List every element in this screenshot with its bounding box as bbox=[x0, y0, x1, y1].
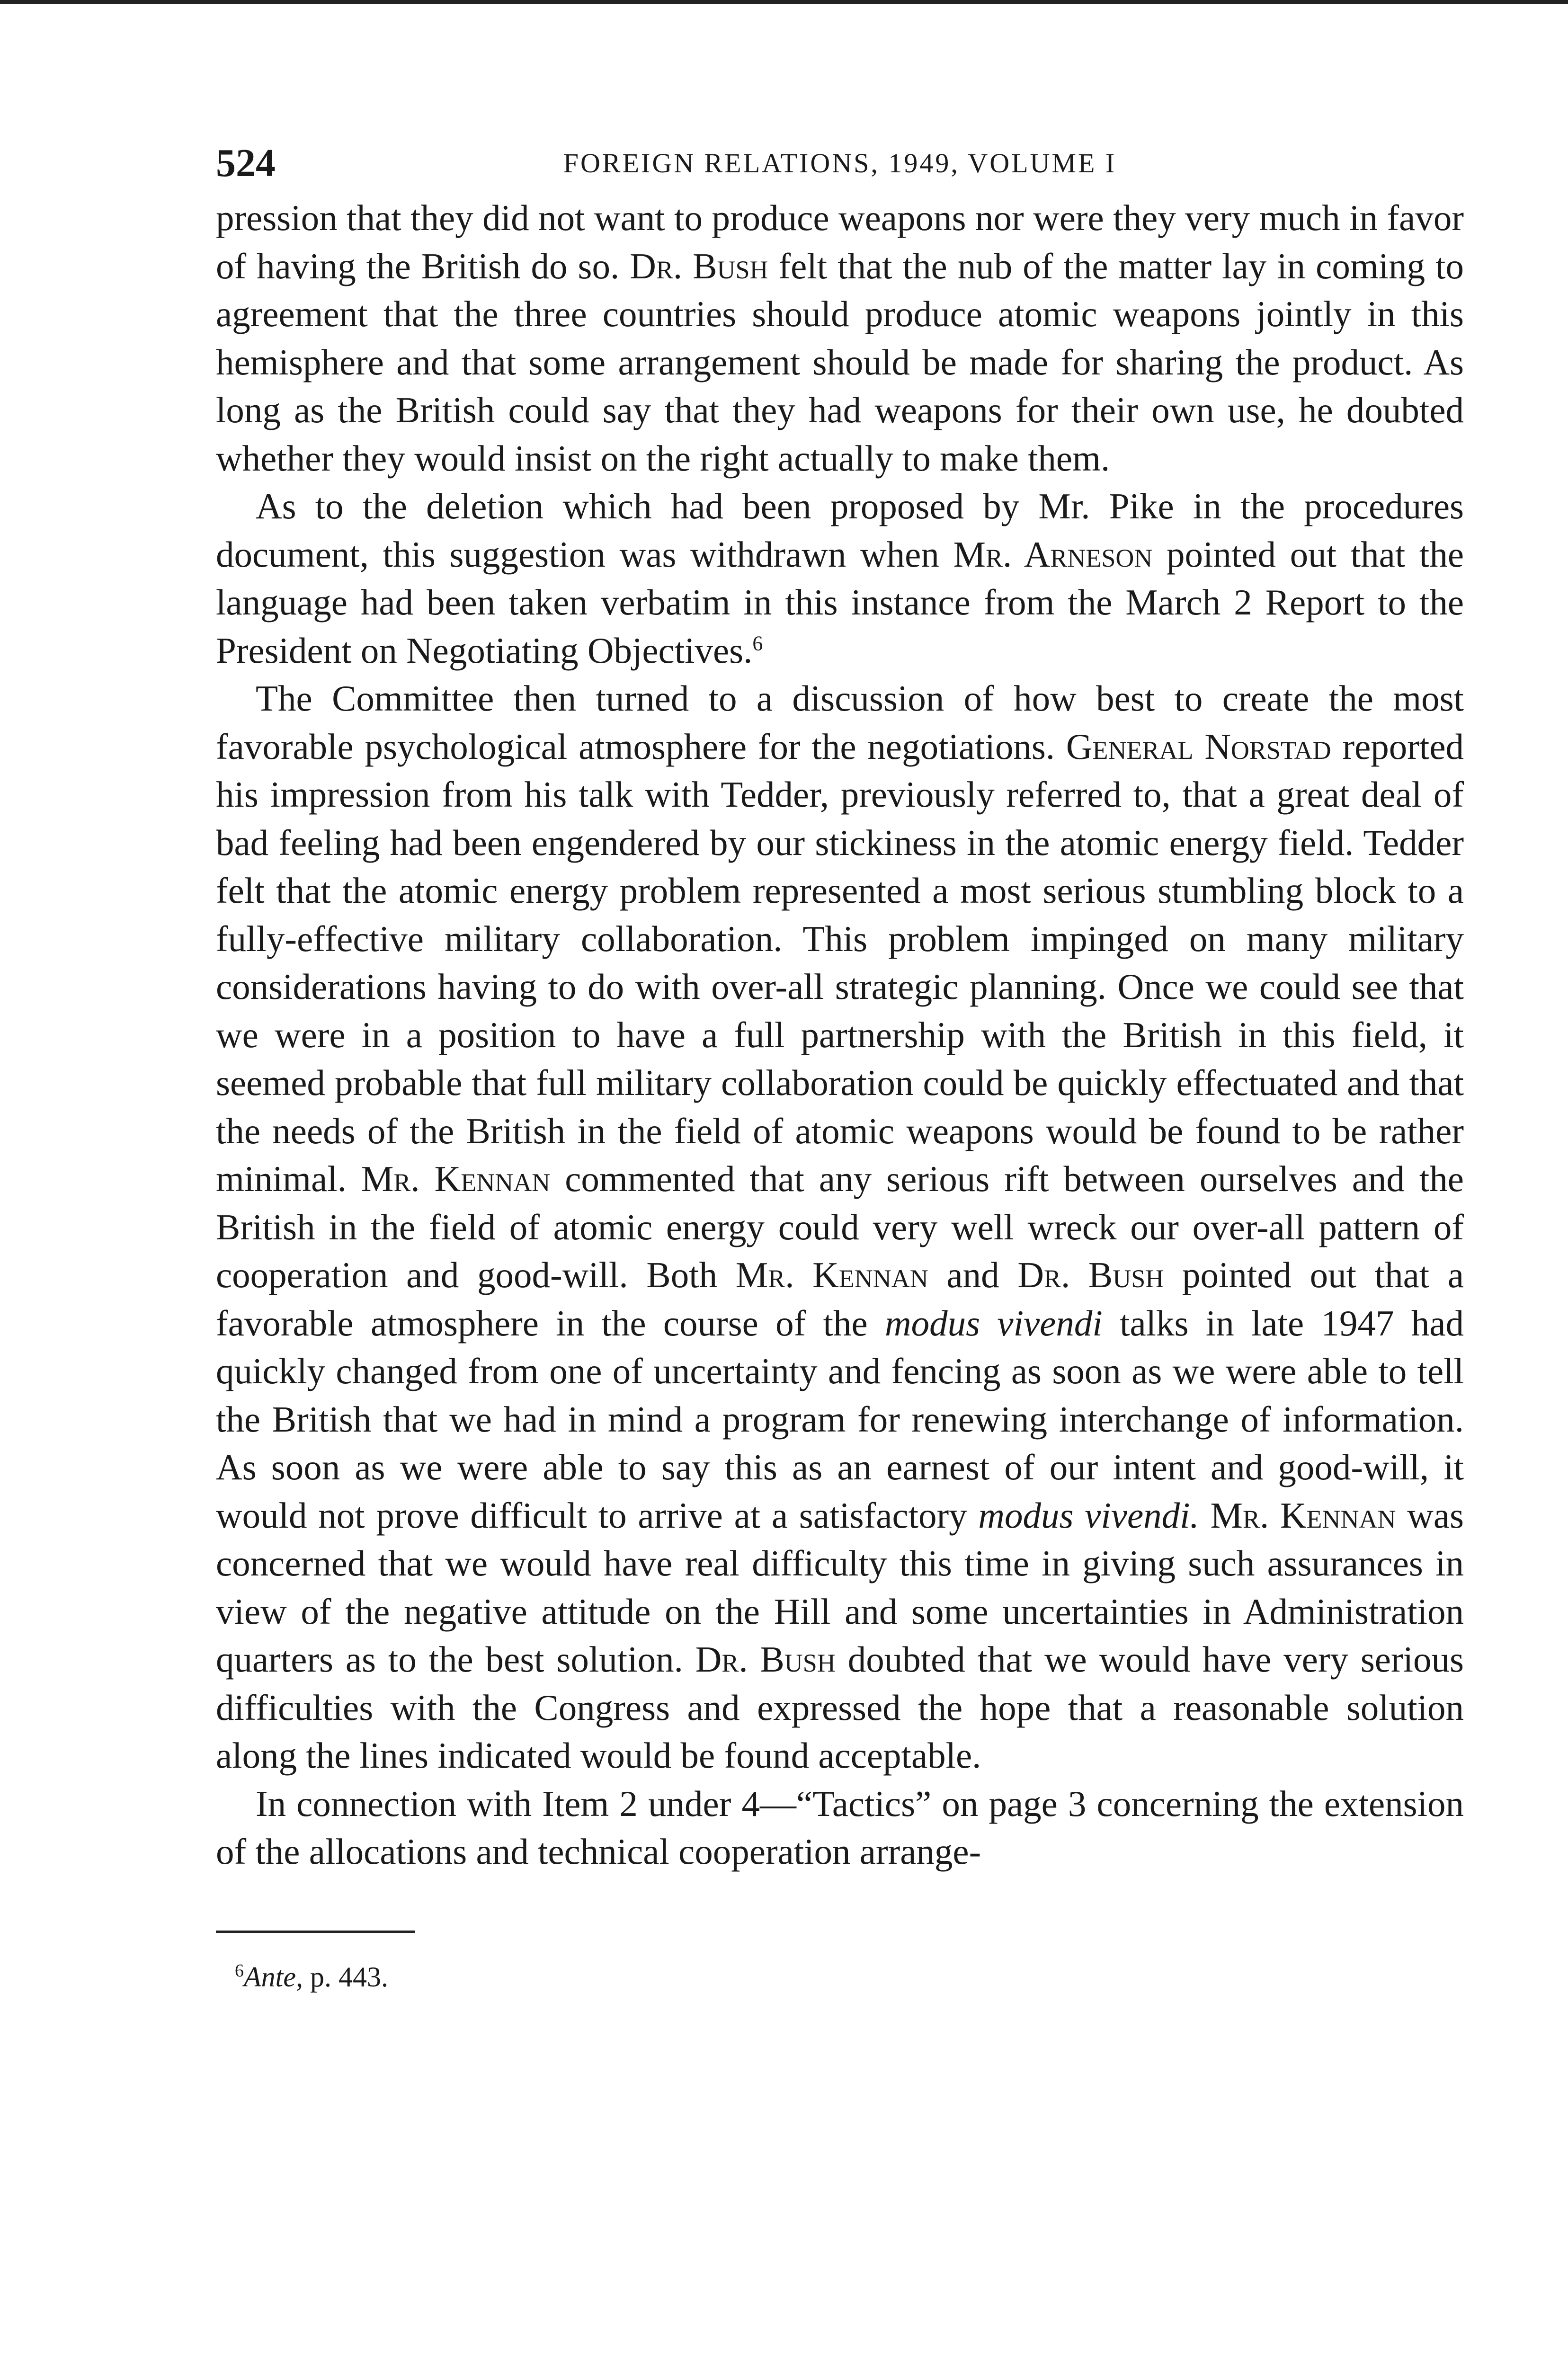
italic-term: modus vivendi bbox=[885, 1302, 1103, 1344]
paragraph-3 bbox=[216, 675, 1464, 1780]
footnote-reference-text: p. 443. bbox=[303, 1961, 388, 1993]
page-number: 524 bbox=[216, 141, 276, 185]
top-edge-rule bbox=[0, 0, 1568, 4]
speaker-name: Dr. Bush bbox=[630, 245, 768, 286]
speaker-name: Mr. Kennan bbox=[735, 1255, 928, 1295]
text-run: pointed out that a favorable atmosphere in the course of the bbox=[216, 1255, 1464, 1344]
speaker-name: Mr. Arneson bbox=[953, 534, 1153, 575]
paragraph-1 bbox=[216, 194, 1464, 482]
text-run: felt that the nub of the matter lay in coming to agreement that the three countries should produce atomic weapons jointly in this hemisphere and that some arrangement should be made for sharing the product. As long as the British could say that they had weapons for their own use, he doubted whether they would insist on the right actually to make them. bbox=[216, 245, 1464, 479]
speaker-name: Mr. Kennan bbox=[361, 1158, 551, 1199]
document-page bbox=[216, 137, 1464, 1996]
running-title: FOREIGN RELATIONS, 1949, VOLUME I bbox=[563, 148, 1117, 178]
text-run: and bbox=[928, 1255, 1018, 1295]
footnote-source: Ante, bbox=[244, 1961, 303, 1993]
footnote-divider bbox=[216, 1931, 415, 1933]
footnote-reference: 6 bbox=[752, 631, 763, 655]
text-run: pointed out that the language had been taken verbatim in this instance from the March 2 Report to the President on Negotiating Objectives. bbox=[216, 534, 1464, 671]
running-head bbox=[216, 137, 1464, 189]
text-run: commented that any serious rift between ourselves and the British in the field of atomic energy could very well wreck our over-all pattern of cooperation and good-will. Both bbox=[216, 1158, 1464, 1295]
paragraph-2 bbox=[216, 482, 1464, 675]
text-run: was concerned that we would have real difficulty this time in giving such assurances in view of the negative attitude on the Hill and some uncertainties in Administration quarters as to the best solution. bbox=[216, 1495, 1464, 1680]
text-run: The Committee then turned to a discussion of how best to create the most favorable psychological atmosphere for the negotiations. bbox=[216, 678, 1464, 767]
speaker-name: Mr. Kennan bbox=[1210, 1495, 1396, 1536]
text-run: talks in late 1947 had quickly changed from one of uncertainty and fencing as soon as we were able to tell the British that we had in mind a program for renewing interchange of information. As soon as we were able to say this as an earnest of our intent and good-will, it would not prove difficult to arrive at a satisfactory bbox=[216, 1302, 1464, 1536]
italic-term: modus vivendi. bbox=[978, 1495, 1199, 1536]
body-text bbox=[216, 194, 1464, 1876]
speaker-name: Dr. Bush bbox=[1017, 1255, 1164, 1295]
footnote bbox=[235, 1952, 1464, 1996]
footnote-marker: 6 bbox=[235, 1960, 244, 1981]
speaker-name: Dr. Bush bbox=[695, 1639, 836, 1680]
text-run: reported his impression from his talk with Tedder, previously referred to, that a great deal of bad feeling had been engendered by our stickiness in the atomic energy field. Tedder felt that the atomic energy problem represented a most serious stumbling block to a fully-effective military collaboration. This problem impinged on many military considerations having to do with over-all strategic planning. Once we could see that we were in a position to have a full partnership with the British in this field, it seemed probable that full military collaboration could be quickly effectuated and that the needs of the British in the field of atomic weapons would be found to be rather minimal. bbox=[216, 726, 1464, 1199]
text-run: As to the deletion which had been proposed by Mr. Pike in the procedures document, this suggestion was withdrawn when bbox=[216, 486, 1464, 575]
speaker-name: General Norstad bbox=[1066, 726, 1331, 767]
text-run: In connection with Item 2 under 4—“Tactics” on page 3 concerning the extension of the allocations and technical cooperation arrange- bbox=[216, 1783, 1464, 1872]
text-run bbox=[1199, 1495, 1211, 1536]
text-run: pression that they did not want to produce weapons nor were they very much in favor of having the British do so. bbox=[216, 197, 1464, 286]
paragraph-4 bbox=[216, 1780, 1464, 1876]
text-run: doubted that we would have very serious difficulties with the Congress and expressed the hope that a reasonable solution along the lines indicated would be found acceptable. bbox=[216, 1639, 1464, 1776]
